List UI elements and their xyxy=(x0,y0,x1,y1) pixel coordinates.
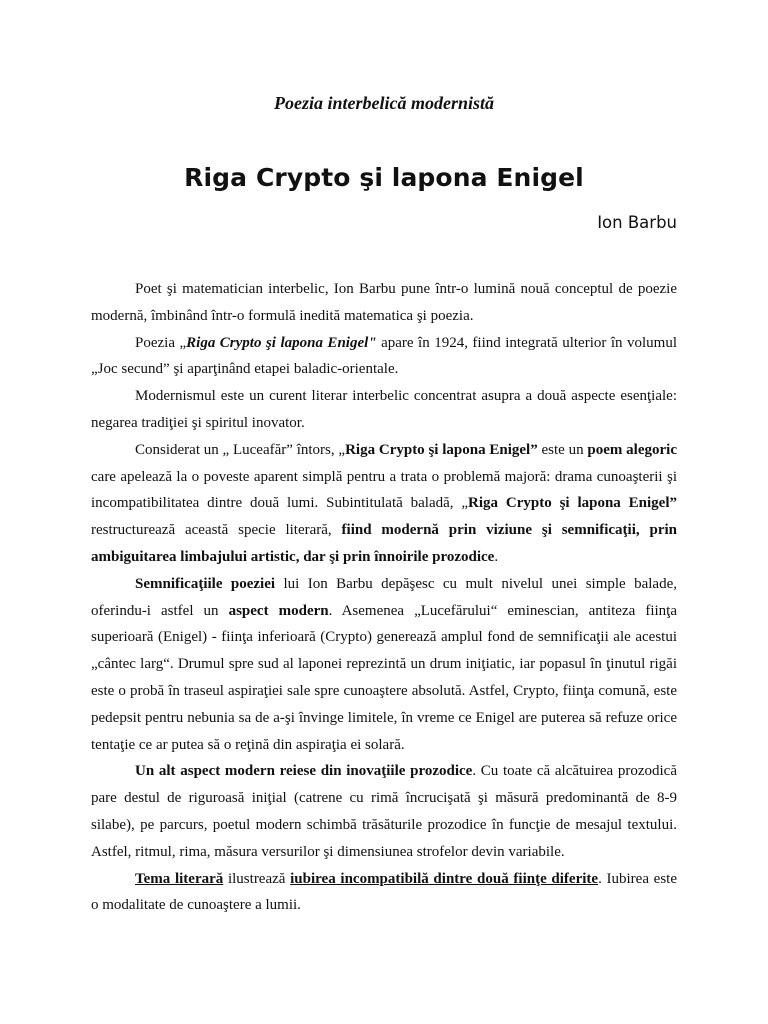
paragraph-allegory xyxy=(91,437,677,571)
paragraph-publication xyxy=(91,330,677,384)
text-run: apare în 1924, fiind integrată ulterior în volumul „Joc secund” şi aparţinând etapei baladic-orientale. xyxy=(91,334,678,378)
text-run: este un xyxy=(537,441,588,458)
paragraph-modernism xyxy=(91,383,677,437)
bold-phrase: Un alt aspect modern reiese din inovaţiile prozodice xyxy=(135,763,473,780)
underlined-bold-phrase: iubirea incompatibilă dintre două fiinţe diferite xyxy=(290,870,599,887)
paragraph-meanings xyxy=(91,571,677,759)
text-run: . Cu toate că alcătuirea prozodică pare destul de riguroasă iniţial (catrene cu rimă încrucişată şi măsură predominantă de 8-9 silabe), pe parcurs, poetul modern schimbă trăsăturile prozodice în funcţie de mesajul textului. Astfel, ritmul, rima, măsura versurilor şi dimensiunea strofelor devin variabile. xyxy=(91,763,677,860)
paragraph-theme xyxy=(91,866,677,920)
paragraph-prosody xyxy=(91,758,677,865)
bold-phrase: fiind modernă prin viziune şi semnificaţii, prin ambiguitarea limbajului artistic, dar şi prin înnoirile prozodice xyxy=(91,522,677,565)
document-title: Riga Crypto şi lapona Enigel xyxy=(184,163,584,192)
text-run: ilustrează xyxy=(223,870,291,887)
bold-phrase: aspect modern xyxy=(228,602,329,619)
text-run: . Iubirea este o modalitate de cunoaştere a lumii. xyxy=(91,870,677,914)
text-run: . xyxy=(494,548,499,565)
text-run: Poet şi matematician interbelic, Ion Barbu pune într-o lumină nouă conceptul de poezie modernă, îmbinând într-o formulă inedită matematica şi poezia. xyxy=(91,281,677,324)
text-run: Considerat un „ Luceafăr” întors, „ xyxy=(135,441,346,458)
text-run: care apelează la o poveste aparent simplă pentru a trata o problemă majoră: drama cunoaşterii şi incompatibilitatea dintre două lumi. Subintitulată baladă, „ xyxy=(91,468,677,512)
poem-title-reference: Riga Crypto şi lapona Enigel" xyxy=(186,334,377,351)
body-text xyxy=(91,276,677,919)
text-run: Modernismul este un curent literar interbelic concentrat asupra a două aspecte esenţiale: negarea tradiţiei şi spiritul inovator. xyxy=(91,388,677,431)
text-run: . Asemenea „Lucefărului“ eminescian, antiteza fiinţa superioară (Enigel) - fiinţa inferioară (Crypto) generează amplul fond de semnificaţii ale acestui „cântec larg“. Drumul spre sud al laponei reprezintă un drum iniţiatic, iar popasul în ţinutul rigăi este o probă în traseul aspiraţiei sale spre cunoaştere absolută. Astfel, Crypto, fiinţa comună, este pedepsit pentru nebunia sa de a-şi învinge limitele, în vreme ce Enigel are puterea să refuze orice tentaţie ce ar putea să o reţină din aspiraţia ei solară. xyxy=(91,602,677,753)
poem-title-reference: Riga Crypto şi lapona Enigel” xyxy=(345,441,538,458)
section-title: Poezia interbelică modernistă xyxy=(274,93,494,113)
bold-phrase: Semnificaţiile poeziei xyxy=(135,575,276,592)
text-run: restructurează această specie literară, xyxy=(91,522,342,539)
text-run: Poezia „ xyxy=(135,334,187,351)
poem-title-reference: Riga Crypto şi lapona Enigel” xyxy=(468,495,677,512)
text-run: lui Ion Barbu depăşesc cu mult nivelul unei simple balade, oferindu-i astfel un xyxy=(91,575,677,619)
bold-phrase: poem alegoric xyxy=(587,441,677,458)
author-name: Ion Barbu xyxy=(597,213,677,232)
underlined-bold-phrase: Tema literară xyxy=(135,870,224,887)
paragraph-intro xyxy=(91,276,677,330)
